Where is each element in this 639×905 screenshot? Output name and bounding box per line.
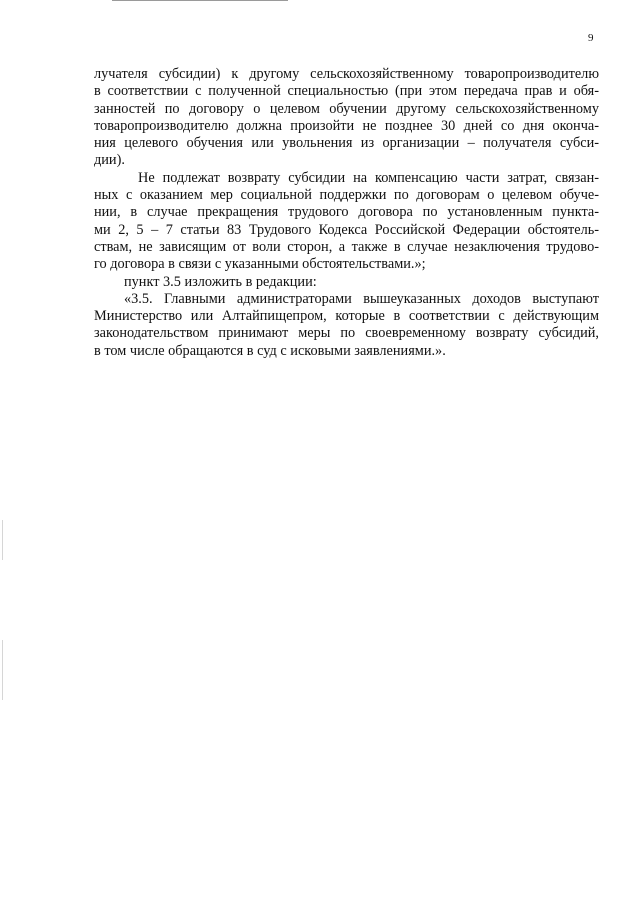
- text-line: Министерство или Алтайпищепром, которые в соответствии с действующим: [94, 308, 599, 325]
- text-line: законодательством принимают меры по своевременному возврату субсидий,: [94, 325, 599, 342]
- text-line: занностей по договору о целевом обучении другому сельскохозяйственному: [94, 100, 599, 117]
- text-line: нии, в случае прекращения трудового договора по установленным пункта-: [94, 204, 599, 221]
- text-line: ния целевого обучения или увольнения из организации – получателя субси-: [94, 135, 599, 152]
- body-text: [94, 66, 599, 360]
- text-line: Не подлежат возврату субсидии на компенсацию части затрат, связан-: [138, 169, 599, 186]
- text-line: лучателя субсидии) к другому сельскохозяйственному товаропроизводителю: [94, 66, 599, 82]
- text-line: ми 2, 5 – 7 статьи 83 Трудового Кодекса Российской Федерации обстоятель-: [94, 221, 599, 238]
- text-line: товаропроизводителю должна произойти не позднее 30 дней со дня оконча-: [94, 117, 599, 134]
- text-line: дии).: [94, 152, 125, 169]
- text-line: «3.5. Главными администраторами вышеуказанных доходов выступают: [124, 290, 599, 307]
- scan-edge-mark: [2, 640, 3, 700]
- text-line: ствам, не зависящим от воли сторон, а также в случае незаключения трудово-: [94, 238, 599, 255]
- text-line: пункт 3.5 изложить в редакции:: [124, 273, 317, 290]
- page-number: 9: [588, 32, 594, 44]
- scan-edge-mark: [2, 520, 3, 560]
- text-line: в том числе обращаются в суд с исковыми заявлениями.».: [94, 342, 446, 359]
- top-rule: [112, 0, 288, 1]
- text-line: ных с оказанием мер социальной поддержки по договорам о целевом обуче-: [94, 187, 599, 204]
- text-line: в соответствии с полученной специальностью (при этом передача прав и обя-: [94, 83, 599, 100]
- text-line: го договора в связи с указанными обстоятельствами.»;: [94, 256, 426, 273]
